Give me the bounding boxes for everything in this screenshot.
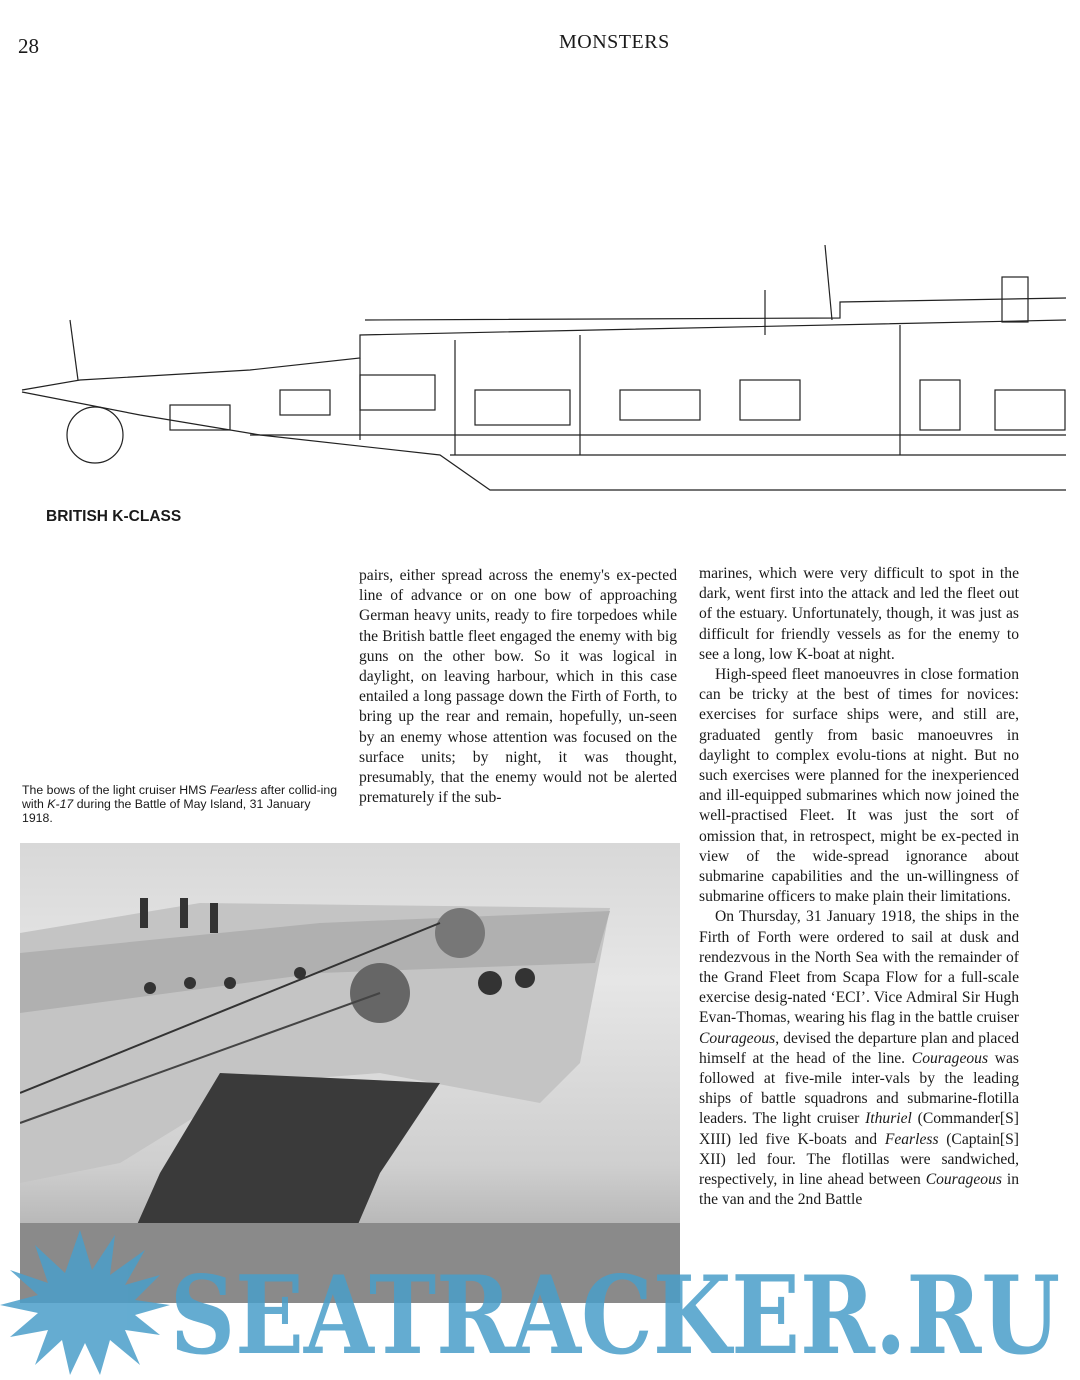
paragraph: High-speed fleet manoeuvres in close formation can be tricky at the best of times for novices: exercises for surface ships were, and still are, graduated gently from basic manoeuvres in daylight to complex evolu-tions at night. But no such exercises were planned for the inexperienced and ill-equipped submarines which now joined the well-practised Fleet. It was just the sort of omission that, in retrospect, might be ex-pected in view of the wide-spread ignorance about submarine capabilities and the un-willingness of submarine officers to make plain their limitations. xyxy=(699,666,1019,906)
text-column-2 xyxy=(699,564,1019,1211)
submarine-profile-drawing xyxy=(20,240,1066,505)
page-number: 28 xyxy=(18,34,39,58)
paragraph: pairs, either spread across the enemy's ex-pected line of advance or on one bow of approaching German heavy units, ready to fire torpedoes while the British battle fleet engaged the enemy with big guns on the other bow. So it was logical in daylight, on leaving harbour, which in this case entailed a long passage down the Firth of Forth, to bring up the rear and remain, hopefully, un-seen by an enemy whose attention was focused on the surface units; by night, it was thought, presumably, that the enemy would not be alerted prematurely if the sub- xyxy=(359,567,677,807)
paragraph: marines, which were very difficult to spot in the dark, went first into the attack and led the fleet out of the estuary. Unfortunately, though, it was just as difficult for friendly vessels as for the enemy to see a long, low K-boat at night. xyxy=(699,565,1019,663)
cruiser-bow-image xyxy=(20,843,680,1303)
photo-caption: The bows of the light cruiser HMS Fearless after collid-ing with K-17 during the Battle of May Island, 31 January 1918. xyxy=(22,783,338,825)
running-title: MONSTERS xyxy=(559,31,670,53)
paragraph: On Thursday, 31 January 1918, the ships in the Firth of Forth were ordered to sail at dusk and rendezvous in the North Sea with the remainder of the Grand Fleet from Scapa Flow for a full-scale exercise desig-nated ‘ECI’. Vice Admiral Sir Hugh Evan-Thomas, wearing his flag in the battle cruiser Courageous, devised the departure plan and placed himself at the head of the line. Courageous was followed at five-mile inter-vals by the leading ships of battle squadrons and submarine-flotilla leaders. The light cruiser Ithuriel (Commander[S] XIII) led five K-boats and Fearless (Captain[S] XII) led four. The flotillas were sandwiched, respectively, in line ahead between Courageous in the van and the 2nd Battle xyxy=(699,908,1020,1209)
cruiser-bow-photo xyxy=(20,843,680,1303)
watermark-text: SEATRACKER.RU xyxy=(170,1253,1060,1379)
drawing-label: BRITISH K-CLASS xyxy=(46,508,182,525)
text-column-1 xyxy=(359,566,677,808)
